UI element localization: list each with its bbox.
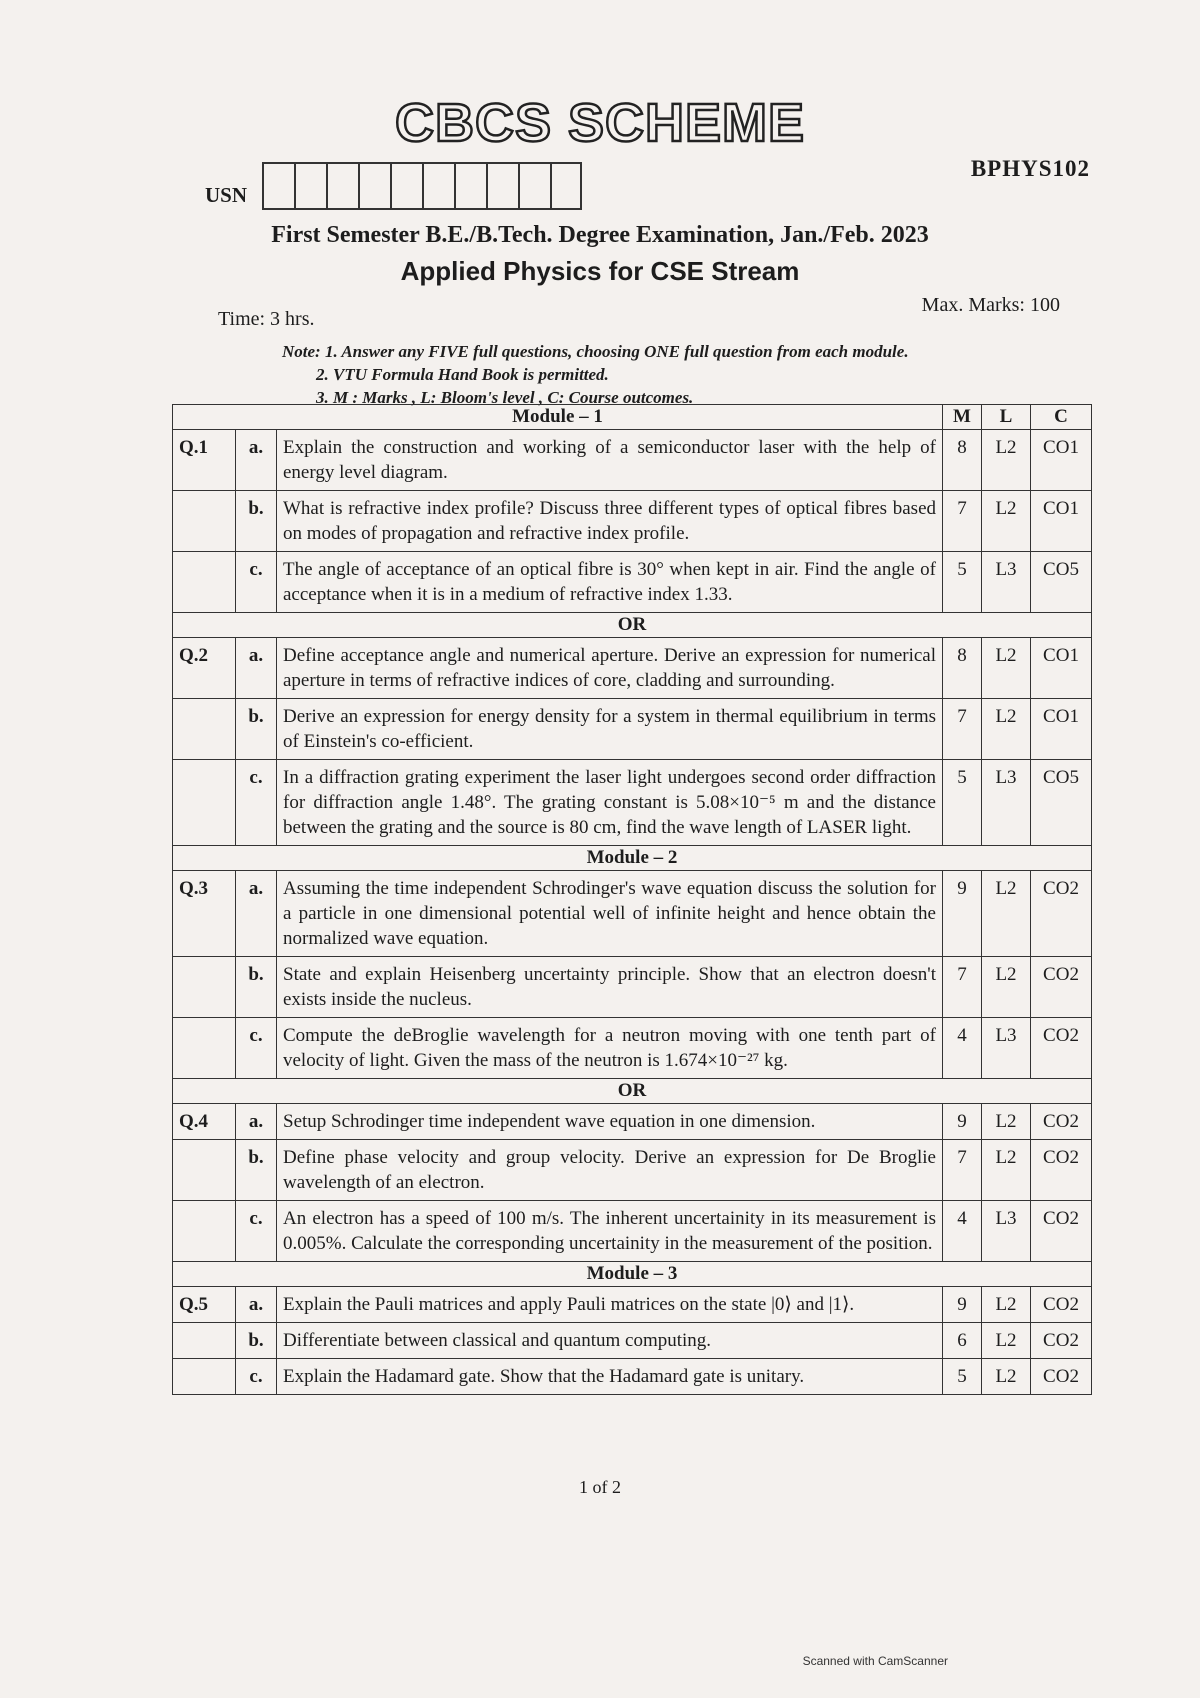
usn-box (326, 162, 358, 210)
course-outcome: CO1 (1031, 491, 1092, 552)
marks: 8 (943, 638, 982, 699)
sub-label: c. (236, 760, 277, 846)
sub-label: b. (236, 699, 277, 760)
course-outcome: CO5 (1031, 760, 1092, 846)
marks: 7 (943, 957, 982, 1018)
usn-box (294, 162, 326, 210)
col-header-level: L (982, 405, 1031, 430)
sub-label: b. (236, 1140, 277, 1201)
question-text: The angle of acceptance of an optical fibre is 30° when kept in air. Find the angle of acceptance when it is in a medium of refractive index 1.33. (277, 552, 943, 613)
question-number: Q.2 (173, 638, 236, 699)
marks: 7 (943, 491, 982, 552)
sub-label: a. (236, 1104, 277, 1140)
marks: 4 (943, 1018, 982, 1079)
question-number: Q.3 (173, 871, 236, 957)
max-marks: Max. Marks: 100 (921, 294, 1060, 316)
marks: 6 (943, 1323, 982, 1359)
question-text: Setup Schrodinger time independent wave equation in one dimension. (277, 1104, 943, 1140)
question-row (173, 1104, 1092, 1140)
question-text: An electron has a speed of 100 m/s. The inherent uncertainity in its measurement is 0.005%. Calculate the corresponding uncertainity in the measurement of the position. (277, 1201, 943, 1262)
course-outcome: CO2 (1031, 1140, 1092, 1201)
course-outcome: CO2 (1031, 1287, 1092, 1323)
question-text: Explain the construction and working of a semiconductor laser with the help of energy level diagram. (277, 430, 943, 491)
bloom-level: L3 (982, 552, 1031, 613)
question-row (173, 871, 1092, 957)
sub-label: c. (236, 1201, 277, 1262)
question-text: State and explain Heisenberg uncertainty principle. Show that an electron doesn't exists inside the nucleus. (277, 957, 943, 1018)
bloom-level: L2 (982, 871, 1031, 957)
marks: 9 (943, 871, 982, 957)
usn-box (454, 162, 486, 210)
course-outcome: CO2 (1031, 1018, 1092, 1079)
bloom-level: L2 (982, 1323, 1031, 1359)
question-text: Differentiate between classical and quantum computing. (277, 1323, 943, 1359)
sub-label: a. (236, 430, 277, 491)
course-outcome: CO2 (1031, 1359, 1092, 1395)
note-line: 3. M : Marks , L: Bloom's level , C: Course outcomes. (316, 388, 694, 407)
bloom-level: L2 (982, 1359, 1031, 1395)
question-row (173, 1018, 1092, 1079)
bloom-level: L2 (982, 1287, 1031, 1323)
sub-label: a. (236, 871, 277, 957)
marks: 5 (943, 760, 982, 846)
marks: 4 (943, 1201, 982, 1262)
sub-label: b. (236, 1323, 277, 1359)
course-outcome: CO2 (1031, 1201, 1092, 1262)
question-text: Explain the Pauli matrices and apply Pauli matrices on the state |0⟩ and |1⟩. (277, 1287, 943, 1323)
sub-label: a. (236, 1287, 277, 1323)
marks: 5 (943, 552, 982, 613)
question-text: Explain the Hadamard gate. Show that the Hadamard gate is unitary. (277, 1359, 943, 1395)
subject-title: Applied Physics for CSE Stream (400, 256, 800, 286)
question-row (173, 1201, 1092, 1262)
usn-boxes (262, 162, 582, 210)
marks: 9 (943, 1104, 982, 1140)
question-text: Derive an expression for energy density for a system in thermal equilibrium in terms of Einstein's co-efficient. (277, 699, 943, 760)
usn-box (422, 162, 454, 210)
sub-label: b. (236, 491, 277, 552)
bloom-level: L2 (982, 491, 1031, 552)
question-text: Compute the deBroglie wavelength for a neutron moving with one tenth part of velocity of light. Given the mass of the neutron is 1.674×10⁻²⁷ kg. (277, 1018, 943, 1079)
course-outcome: CO5 (1031, 552, 1092, 613)
or-label: OR (173, 613, 1092, 638)
module-header-row (173, 846, 1092, 871)
bloom-level: L2 (982, 638, 1031, 699)
usn-box (550, 162, 582, 210)
question-row (173, 552, 1092, 613)
bloom-level: L2 (982, 1104, 1031, 1140)
usn-box (486, 162, 518, 210)
note-line: 2. VTU Formula Hand Book is permitted. (316, 365, 609, 384)
sub-label: c. (236, 552, 277, 613)
question-number: Q.5 (173, 1287, 236, 1323)
question-row (173, 957, 1092, 1018)
module-title: Module – 2 (173, 846, 1092, 871)
usn-box (518, 162, 550, 210)
module-title: Module – 1 (173, 405, 943, 430)
course-outcome: CO1 (1031, 699, 1092, 760)
course-outcome: CO2 (1031, 871, 1092, 957)
marks: 7 (943, 1140, 982, 1201)
course-outcome: CO1 (1031, 638, 1092, 699)
course-outcome: CO2 (1031, 1104, 1092, 1140)
question-row (173, 1359, 1092, 1395)
question-text: Define phase velocity and group velocity. Derive an expression for De Broglie wavelength of an electron. (277, 1140, 943, 1201)
marks: 7 (943, 699, 982, 760)
module-title: Module – 3 (173, 1262, 1092, 1287)
question-row (173, 638, 1092, 699)
question-number: Q.4 (173, 1104, 236, 1140)
col-header-marks: M (943, 405, 982, 430)
course-outcome: CO2 (1031, 1323, 1092, 1359)
course-outcome: CO1 (1031, 430, 1092, 491)
or-row (173, 613, 1092, 638)
sub-label: a. (236, 638, 277, 699)
scheme-title: CBCS SCHEME (394, 93, 806, 153)
page-number: 1 of 2 (579, 1477, 621, 1497)
question-text: Assuming the time independent Schrodinger's wave equation discuss the solution for a particle in one dimensional potential well of infinite height and hence obtain the normalized wave equation. (277, 871, 943, 957)
question-row (173, 430, 1092, 491)
bloom-level: L3 (982, 1201, 1031, 1262)
question-row (173, 1323, 1092, 1359)
question-row (173, 760, 1092, 846)
sub-label: c. (236, 1018, 277, 1079)
usn-box (390, 162, 422, 210)
scanner-watermark: Scanned with CamScanner (802, 1654, 948, 1668)
col-header-outcome: C (1031, 405, 1092, 430)
marks: 9 (943, 1287, 982, 1323)
sub-label: c. (236, 1359, 277, 1395)
or-row (173, 1079, 1092, 1104)
question-row (173, 699, 1092, 760)
time-allowed: Time: 3 hrs. (218, 308, 315, 330)
sub-label: b. (236, 957, 277, 1018)
bloom-level: L2 (982, 1140, 1031, 1201)
usn-box (358, 162, 390, 210)
marks: 8 (943, 430, 982, 491)
module-header-row (173, 1262, 1092, 1287)
bloom-level: L2 (982, 699, 1031, 760)
usn-label: USN (205, 183, 248, 207)
module-header-row (173, 405, 1092, 430)
question-text: What is refractive index profile? Discuss three different types of optical fibres based on modes of propagation and refractive index profile. (277, 491, 943, 552)
question-text: In a diffraction grating experiment the laser light undergoes second order diffraction for diffraction angle 1.48°. The grating constant is 5.08×10⁻⁵ m and the distance between the grating and the source is 80 cm, find the wave length of LASER light. (277, 760, 943, 846)
marks: 5 (943, 1359, 982, 1395)
usn-box (262, 162, 294, 210)
note-line: Note: 1. Answer any FIVE full questions, choosing ONE full question from each module. (282, 342, 909, 361)
exam-title: First Semester B.E./B.Tech. Degree Examination, Jan./Feb. 2023 (271, 222, 929, 248)
question-table (172, 404, 1092, 1395)
question-row (173, 1287, 1092, 1323)
question-number: Q.1 (173, 430, 236, 491)
course-outcome: CO2 (1031, 957, 1092, 1018)
question-row (173, 1140, 1092, 1201)
instructions (282, 340, 909, 409)
bloom-level: L2 (982, 957, 1031, 1018)
subject-code: BPHYS102 (970, 156, 1090, 181)
bloom-level: L3 (982, 1018, 1031, 1079)
question-text: Define acceptance angle and numerical aperture. Derive an expression for numerical aperture in terms of refractive indices of core, cladding and surrounding. (277, 638, 943, 699)
or-label: OR (173, 1079, 1092, 1104)
bloom-level: L3 (982, 760, 1031, 846)
question-row (173, 491, 1092, 552)
bloom-level: L2 (982, 430, 1031, 491)
